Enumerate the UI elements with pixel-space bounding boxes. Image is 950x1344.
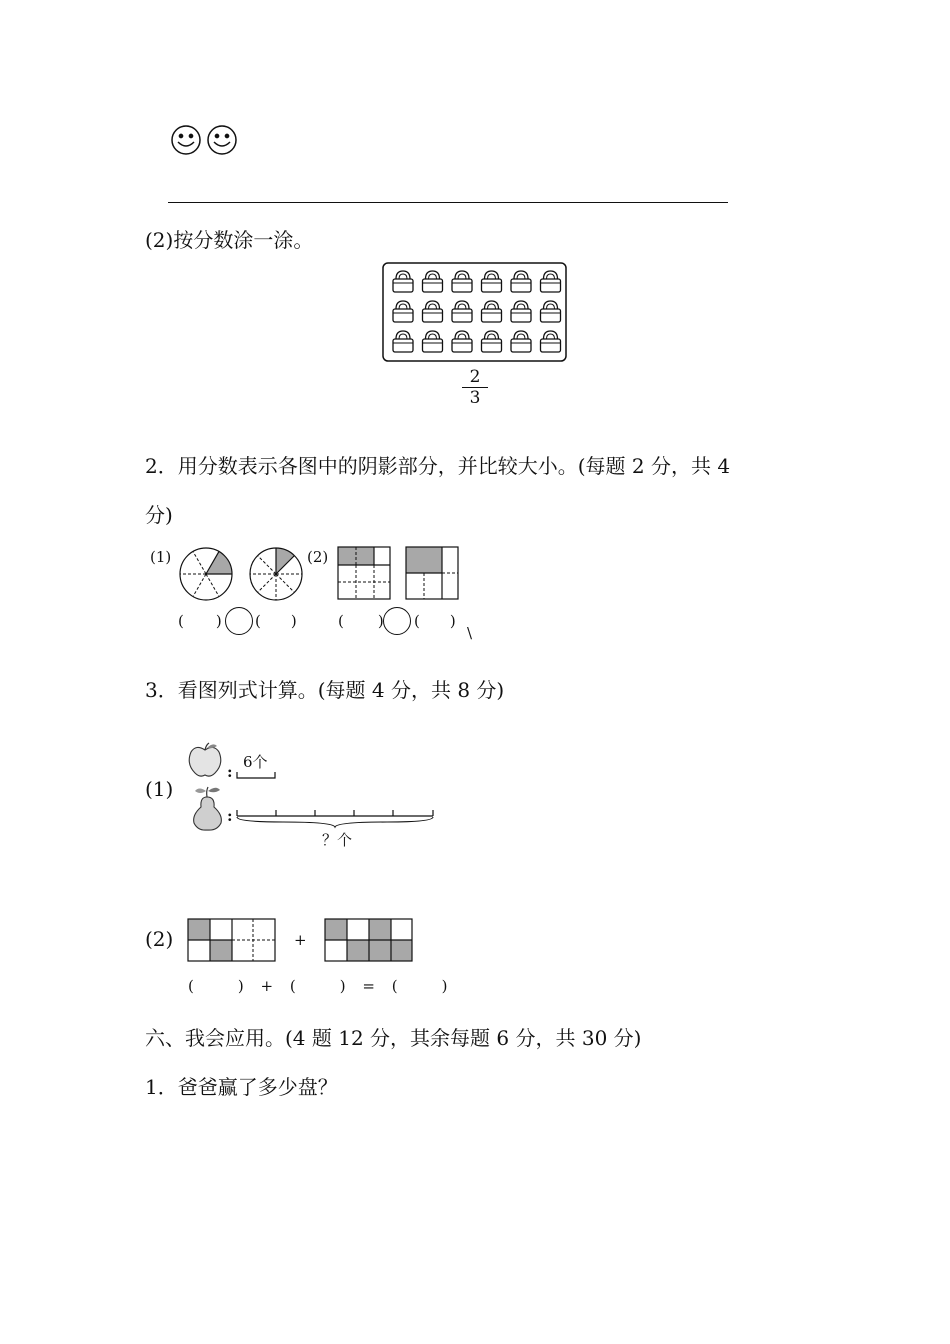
pie-divider [206, 574, 219, 597]
paren-close: ) [377, 612, 384, 630]
paren-open: ( [289, 977, 296, 995]
paren-close: ) [441, 977, 448, 995]
q2-sub2-label: (2) [307, 548, 329, 566]
bag-icon[interactable] [511, 331, 531, 352]
q2-blank-4[interactable] [414, 612, 456, 630]
paren-open: ( [255, 612, 261, 630]
grid-plus-sign: + [294, 931, 307, 949]
paren-close: ) [290, 612, 297, 630]
bag-icon[interactable] [482, 271, 502, 292]
bag-icon[interactable] [393, 271, 413, 292]
pie-shaded-sector [206, 551, 232, 574]
bag-grid [382, 262, 572, 364]
section6-title: 六、我会应用。(4 题 12 分，其余每题 6 分，共 30 分) [145, 1026, 642, 1050]
fraction-numerator: 2 [469, 367, 481, 387]
bag-icon[interactable] [452, 301, 472, 322]
bag-icon[interactable] [452, 271, 472, 292]
answer-plus: + [260, 977, 274, 995]
bag-icon[interactable] [482, 331, 502, 352]
fraction-two-thirds [460, 368, 490, 409]
q3-answer-row[interactable] [188, 977, 447, 995]
pie-divider [276, 574, 294, 592]
apple-colon: : [227, 763, 233, 781]
paren-close: ) [449, 612, 456, 630]
bag-icon[interactable] [482, 301, 502, 322]
smiley-icon [172, 126, 200, 154]
pear-colon: : [227, 807, 233, 825]
section6-q1: 1．爸爸赢了多少盘？ [145, 1075, 338, 1099]
paren-open: ( [178, 612, 184, 630]
paren-open: ( [391, 977, 398, 995]
fraction-denominator: 3 [469, 388, 481, 408]
pie-divider [193, 574, 206, 597]
smiley-icons [170, 123, 250, 163]
pie-divider [258, 556, 276, 574]
paren-close: ) [237, 977, 244, 995]
q3-sub1-label: (1) [145, 777, 174, 801]
q2-title-continued: 分) [145, 503, 173, 527]
bag-icon[interactable] [541, 271, 561, 292]
answer-equals: = [362, 977, 375, 995]
paren-open: ( [414, 612, 420, 630]
paren-open: ( [338, 612, 344, 630]
pie-shaded-sector [276, 548, 294, 574]
q2-sub1-label: (1) [150, 548, 172, 566]
paren-open: ( [188, 977, 194, 995]
q1-part2-label: (2)按分数涂一涂。 [145, 228, 314, 252]
apple-count: 6个 [243, 753, 268, 771]
bar-diagram [233, 770, 443, 830]
paren-close: ) [339, 977, 346, 995]
bag-icon[interactable] [511, 301, 531, 322]
q2-blank-3[interactable] [338, 612, 384, 630]
pear-count: ？个 [322, 831, 353, 849]
pie-figures [178, 546, 308, 606]
bag-icon[interactable] [452, 331, 472, 352]
pie-divider [193, 551, 206, 574]
bag-icon[interactable] [393, 301, 413, 322]
stray-mark: \ [467, 624, 473, 642]
compare-circle-2[interactable] [383, 607, 411, 635]
q2-blank-2[interactable] [255, 612, 297, 630]
q3-sub2-label: (2) [145, 927, 174, 951]
bag-icon[interactable] [393, 331, 413, 352]
compare-circle-1[interactable] [225, 607, 253, 635]
bag-icon[interactable] [511, 271, 531, 292]
paren-close: ) [215, 612, 222, 630]
bag-icon[interactable] [423, 301, 443, 322]
apple-icon [186, 742, 226, 782]
answer-line[interactable] [168, 202, 728, 203]
bag-icon[interactable] [423, 271, 443, 292]
q2-blank-1[interactable] [178, 612, 222, 630]
q3-title: 3．看图列式计算。(每题 4 分，共 8 分) [145, 678, 505, 702]
bag-icon[interactable] [541, 301, 561, 322]
q2-title: 2．用分数表示各图中的阴影部分，并比较大小。(每题 2 分，共 4 [145, 454, 731, 478]
pie-divider [258, 574, 276, 592]
smiley-icon [208, 126, 236, 154]
pear-icon [188, 785, 228, 833]
square-figures [336, 545, 466, 603]
bag-icon[interactable] [541, 331, 561, 352]
bag-icon[interactable] [423, 331, 443, 352]
